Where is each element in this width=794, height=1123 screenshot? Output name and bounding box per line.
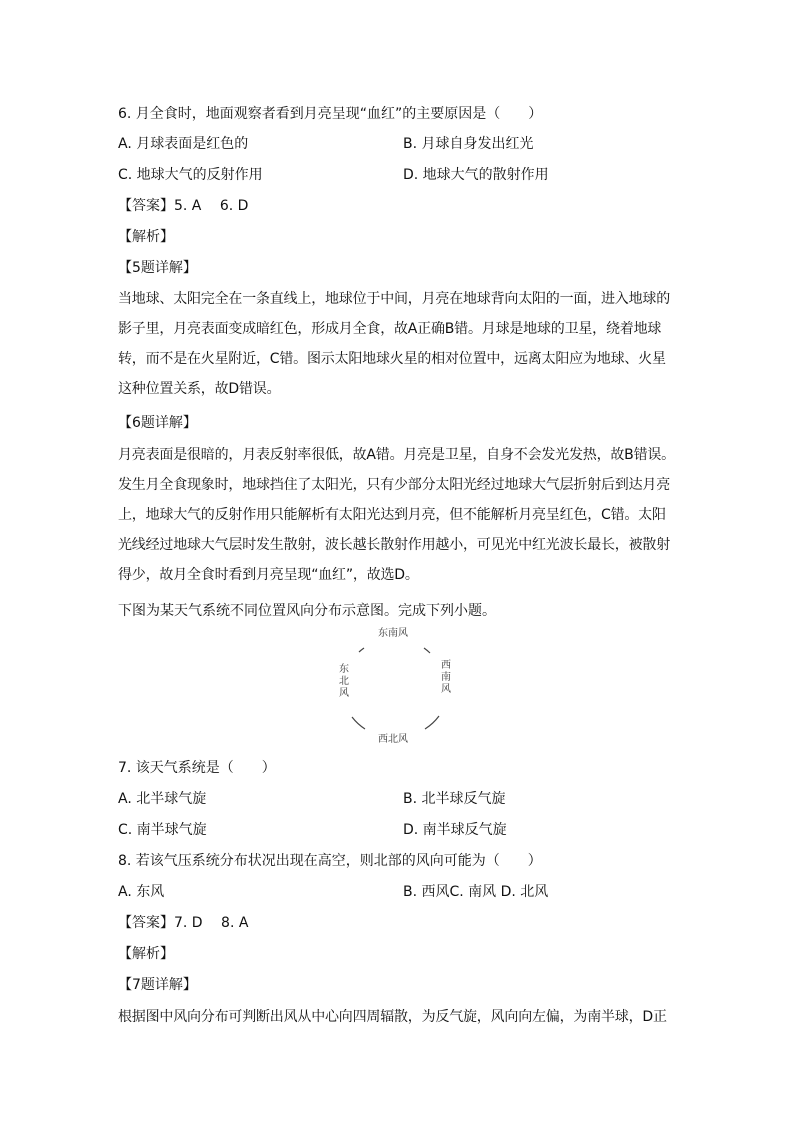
- detail-5-paragraph: [118, 284, 678, 404]
- q7-stem: 7. 该天气系统是（ ）: [118, 760, 276, 776]
- q7-option-c: C. 南半球气旋: [118, 822, 207, 838]
- detail-5-line: 这种位置关系，故D错误。: [118, 381, 281, 397]
- q7-option-b: B. 北半球反气旋: [403, 791, 506, 807]
- diagram-label-right-char: 南: [441, 672, 451, 683]
- detail-5-label: 【5题详解】: [118, 260, 197, 276]
- diagram-label-left-char: 北: [339, 676, 349, 687]
- detail-6-line: 得少，故月全食时看到月亮呈现“血红”，故选D。: [118, 567, 419, 583]
- detail-5-line: 影子里，月亮表面变成暗红色，形成月全食，故A正确B错。月球是地球的卫星，绕着地球: [118, 321, 662, 337]
- detail-6-line: 发生月全食现象时，地球挡住了太阳光，只有少部分太阳光经过地球大气层折射后到达月亮: [118, 477, 670, 493]
- q8-option-a: A. 东风: [118, 884, 165, 900]
- detail-7-paragraph: [118, 1002, 678, 1032]
- detail-6-line: 月亮表面是很暗的，月表反射率很低，故A错。月亮是卫星，自身不会发光发热，故B错误。: [118, 447, 675, 463]
- q8-stem: 8. 若该气压系统分布状况出现在高空，则北部的风向可能为（ ）: [118, 853, 542, 869]
- detail-6-line: 光线经过地球大气层时发生散射，波长越长散射作用越小，可见光中红光波长最长，被散射: [118, 537, 670, 553]
- q6-stem: 6. 月全食时，地面观察者看到月亮呈现“血红”的主要原因是（ ）: [118, 106, 543, 122]
- diagram-label-left-char: 风: [339, 688, 349, 699]
- q6-option-a: A. 月球表面是红色的: [118, 136, 249, 152]
- diagram-label-left-char: 东: [339, 664, 349, 675]
- detail-6-line: 上，地球大气的反射作用只能解析有太阳光达到月亮，但不能解析月亮呈红色，C错。太阳: [118, 507, 666, 523]
- q7-option-d: D. 南半球反气旋: [403, 822, 507, 838]
- intro-text: 下图为某天气系统不同位置风向分布示意图。完成下列小题。: [118, 603, 496, 619]
- detail-5-line: 当地球、太阳完全在一条直线上，地球位于中间，月亮在地球背向太阳的一面，进入地球的: [118, 291, 670, 307]
- diagram-label-right-char: 西: [441, 660, 451, 671]
- q6-option-b: B. 月球自身发出红光: [403, 136, 534, 152]
- answer-7-8: 【答案】7. D 8. A: [118, 915, 249, 931]
- answer-5-6: 【答案】5. A 6. D: [118, 198, 249, 214]
- detail-6-label: 【6题详解】: [118, 415, 197, 431]
- q6-option-c: C. 地球大气的反射作用: [118, 167, 263, 183]
- diagram-label-right-char: 风: [441, 684, 451, 695]
- detail-7-line: 根据图中风向分布可判断出风从中心向四周辐散，为反气旋，风向向左偏，为南半球，D正: [118, 1009, 667, 1025]
- analysis-label-1: 【解析】: [118, 229, 174, 245]
- detail-5-line: 转，而不是在火星附近，C错。图示太阳地球火星的相对位置中，远离太阳应为地球、火星: [118, 351, 666, 367]
- q6-option-d: D. 地球大气的散射作用: [403, 167, 549, 183]
- diagram-label-right: [440, 660, 452, 696]
- diagram-label-top: 东南风: [378, 628, 408, 639]
- q8-options-bcd: B. 西风C. 南风 D. 北风: [403, 884, 549, 900]
- diagram-label-left: [338, 664, 350, 700]
- diagram-label-bottom: 西北风: [378, 734, 408, 745]
- wind-direction-diagram: [300, 624, 490, 748]
- analysis-label-2: 【解析】: [118, 946, 174, 962]
- detail-7-label: 【7题详解】: [118, 977, 197, 993]
- detail-6-paragraph: [118, 440, 678, 590]
- wind-circle-figure: [300, 624, 490, 748]
- q7-option-a: A. 北半球气旋: [118, 791, 207, 807]
